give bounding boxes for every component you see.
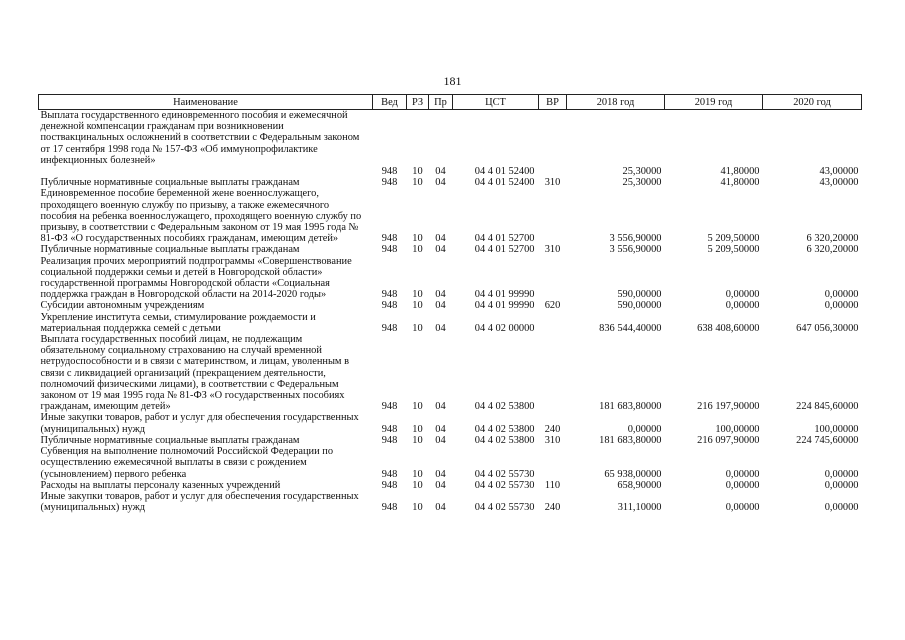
table-row	[39, 256, 862, 301]
row-rz: 10	[412, 233, 423, 245]
row-2019: 0,00000	[725, 468, 760, 480]
row-name	[39, 166, 373, 177]
row-2019: 41,80000	[720, 177, 760, 189]
row-cst: 04 4 02 55730	[474, 468, 535, 480]
row-cst: 04 4 02 55730	[474, 502, 535, 514]
row-2018: 25,30000	[622, 166, 662, 178]
row-cst: 04 4 01 52400	[474, 166, 535, 178]
row-name: Субвенция на выполнение полномочий Российской Федерации по осуществлению ежемесячной выплаты в связи с рождением (усыновлением) первого ребенка	[40, 446, 334, 480]
row-2019: 0,00000	[725, 479, 760, 491]
row-2020: 0,00000	[824, 502, 859, 514]
row-rz: 10	[412, 177, 423, 189]
table-row	[39, 412, 862, 434]
row-2020: 0,00000	[824, 289, 859, 301]
row-2018: 836 544,40000	[599, 322, 662, 334]
column-header-ved: Вед	[373, 95, 407, 110]
row-2020: 6 320,20000	[806, 233, 859, 245]
row-rz: 10	[412, 300, 423, 312]
row-2020: 224 745,60000	[796, 434, 859, 446]
column-header-2018: 2018 год	[567, 95, 665, 110]
row-vr	[539, 446, 567, 480]
row-name: Публичные нормативные социальные выплаты гражданам	[40, 434, 300, 446]
row-name: Выплата государственного единовременного пособия и ежемесячной денежной компенсации гражданам при возникновении поствакцинальных осложнений в соответствии с Федеральным законом от 17 сентября 1998 года № 157-ФЗ «Об иммунопрофилактике инфекционных болезней»	[40, 110, 360, 166]
row-ved: 948	[381, 177, 398, 189]
row-2018: 0,00000	[627, 423, 662, 435]
row-2018: 65 938,00000	[604, 468, 662, 480]
row-2018: 311,10000	[617, 502, 662, 514]
row-pr: 04	[435, 502, 446, 514]
row-vr	[539, 334, 567, 412]
row-ved: 948	[381, 479, 398, 491]
row-pr: 04	[435, 177, 446, 189]
budget-table	[38, 94, 862, 513]
row-2018: 590,00000	[617, 300, 662, 312]
row-ved	[373, 110, 407, 167]
row-ved: 948	[381, 434, 398, 446]
row-cst: 04 4 02 00000	[474, 322, 535, 334]
row-vr: 310	[544, 434, 561, 446]
row-pr: 04	[435, 244, 446, 256]
row-vr	[539, 256, 567, 301]
row-name: Реализация прочих мероприятий подпрограммы «Совершенствование социальной поддержки семьи и детей в Новгородской области» государственной программы Новгородской области «Социальная поддержка граждан в Новгородской области на 2014-2020 годы»	[40, 255, 352, 301]
row-cst: 04 4 01 52700	[474, 233, 535, 245]
column-header-rz: РЗ	[407, 95, 429, 110]
row-2019: 0,00000	[725, 300, 760, 312]
row-cst: 04 4 01 52400	[474, 177, 535, 189]
row-pr: 04	[435, 423, 446, 435]
row-vr	[539, 166, 567, 177]
row-cst: 04 4 02 55730	[474, 479, 535, 491]
row-cst: 04 4 02 53800	[474, 401, 535, 413]
table-header	[39, 95, 862, 110]
row-2018: 3 556,90000	[609, 233, 662, 245]
table-row	[39, 480, 862, 491]
row-ved: 948	[381, 322, 398, 334]
row-ved: 948	[381, 289, 398, 301]
table-row	[39, 188, 862, 244]
row-2018: 658,90000	[617, 479, 662, 491]
row-2019	[665, 110, 763, 167]
row-2019: 638 408,60000	[697, 322, 760, 334]
row-2020: 43,00000	[819, 177, 859, 189]
row-2020: 0,00000	[824, 479, 859, 491]
row-2020	[763, 110, 862, 167]
row-2020: 0,00000	[824, 300, 859, 312]
row-ved: 948	[381, 423, 398, 435]
row-cst: 04 4 01 99990	[474, 289, 535, 301]
row-ved: 948	[381, 166, 398, 178]
row-rz: 10	[412, 244, 423, 256]
row-name: Расходы на выплаты персоналу казенных учреждений	[40, 479, 281, 491]
row-ved: 948	[381, 468, 398, 480]
row-2018: 590,00000	[617, 289, 662, 301]
row-pr: 04	[435, 289, 446, 301]
row-name: Выплата государственных пособий лицам, не подлежащим обязательному социальному страхованию на случай временной нетрудоспособности и в связи с материнством, и лицам, уволенным в связи с ликвидацией организаций (прекращением деятельности, полномочий физическими лицами), в соответствии с Федеральным законом от 19 мая 1995 года № 81-ФЗ «О государственных пособиях гражданам, имеющим детей»	[40, 334, 350, 413]
table-row	[39, 334, 862, 412]
row-rz: 10	[412, 468, 423, 480]
table-row	[39, 312, 862, 334]
row-rz: 10	[412, 479, 423, 491]
column-header-cst: ЦСТ	[453, 95, 539, 110]
column-header-vr: ВР	[539, 95, 567, 110]
row-vr	[539, 110, 567, 167]
row-ved: 948	[381, 502, 398, 514]
row-2018: 181 683,80000	[599, 401, 662, 413]
row-rz: 10	[412, 166, 423, 178]
table-row	[39, 244, 862, 255]
row-rz	[407, 110, 429, 167]
row-rz: 10	[412, 502, 423, 514]
table-row	[39, 435, 862, 446]
row-pr: 04	[435, 233, 446, 245]
row-rz: 10	[412, 423, 423, 435]
row-vr: 310	[544, 177, 561, 189]
row-rz: 10	[412, 401, 423, 413]
table-row	[39, 166, 862, 177]
row-vr: 310	[544, 244, 561, 256]
row-2019: 5 209,50000	[707, 233, 760, 245]
row-pr: 04	[435, 479, 446, 491]
table-row	[39, 300, 862, 311]
row-2019: 0,00000	[725, 502, 760, 514]
row-name: Публичные нормативные социальные выплаты гражданам	[40, 177, 300, 189]
row-pr: 04	[435, 468, 446, 480]
row-ved: 948	[381, 233, 398, 245]
row-2019: 216 097,90000	[697, 434, 760, 446]
row-name: Единовременное пособие беременной жене военнослужащего, проходящего военную службу по призыву, а также ежемесячного пособия на ребенка военнослужащего, проходящего военную службу по призыву, в соответствии с Федеральным законом от 19 мая 1995 года № 81-ФЗ «О государственных пособиях гражданам, имеющим детей»	[40, 188, 362, 245]
row-pr: 04	[435, 401, 446, 413]
row-2019: 100,00000	[715, 423, 760, 435]
page-number: 181	[443, 74, 462, 88]
row-vr	[539, 312, 567, 334]
row-ved: 948	[381, 401, 398, 413]
row-cst: 04 4 02 53800	[474, 423, 535, 435]
row-rz: 10	[412, 434, 423, 446]
row-2020: 224 845,60000	[796, 401, 859, 413]
row-pr: 04	[435, 322, 446, 334]
row-2019: 5 209,50000	[707, 244, 760, 256]
row-cst: 04 4 01 52700	[474, 244, 535, 256]
row-2019: 41,80000	[720, 166, 760, 178]
table-row	[39, 110, 862, 167]
row-2020: 6 320,20000	[806, 244, 859, 256]
table-row	[39, 446, 862, 480]
row-rz: 10	[412, 289, 423, 301]
row-cst: 04 4 02 53800	[474, 434, 535, 446]
row-2018: 25,30000	[622, 177, 662, 189]
row-2019: 0,00000	[725, 289, 760, 301]
row-name: Иные закупки товаров, работ и услуг для обеспечения государственных (муниципальных) нужд	[40, 412, 359, 435]
row-pr	[429, 110, 453, 167]
table-body	[39, 110, 862, 514]
column-header-pr: Пр	[429, 95, 453, 110]
row-cst	[453, 110, 539, 167]
row-vr: 620	[544, 300, 561, 312]
row-2020: 43,00000	[819, 166, 859, 178]
column-header-name: Наименование	[39, 95, 373, 110]
row-ved: 948	[381, 300, 398, 312]
row-pr: 04	[435, 434, 446, 446]
row-name: Иные закупки товаров, работ и услуг для обеспечения государственных (муниципальных) нужд	[40, 490, 359, 514]
row-cst: 04 4 01 99990	[474, 300, 535, 312]
row-ved: 948	[381, 244, 398, 256]
row-2020: 647 056,30000	[796, 322, 859, 334]
row-vr: 110	[544, 479, 561, 491]
row-2018: 181 683,80000	[599, 434, 662, 446]
row-rz: 10	[412, 322, 423, 334]
column-header-2019: 2019 год	[665, 95, 763, 110]
row-name: Укрепление института семьи, стимулирование рождаемости и материальная поддержка семей с детьми	[40, 311, 316, 334]
row-name: Субсидии автономным учреждениям	[40, 300, 205, 312]
row-vr	[539, 188, 567, 244]
row-2019: 216 197,90000	[697, 401, 760, 413]
table-row	[39, 177, 862, 188]
row-2020: 0,00000	[824, 468, 859, 480]
row-vr: 240	[544, 423, 561, 435]
row-pr: 04	[435, 300, 446, 312]
row-name: Публичные нормативные социальные выплаты гражданам	[40, 244, 300, 256]
row-vr: 240	[544, 502, 561, 514]
row-2018: 3 556,90000	[609, 244, 662, 256]
row-pr: 04	[435, 166, 446, 178]
column-header-2020: 2020 год	[763, 95, 862, 110]
row-2020: 100,00000	[814, 423, 859, 435]
table-row	[39, 491, 862, 513]
row-2018	[567, 110, 665, 167]
